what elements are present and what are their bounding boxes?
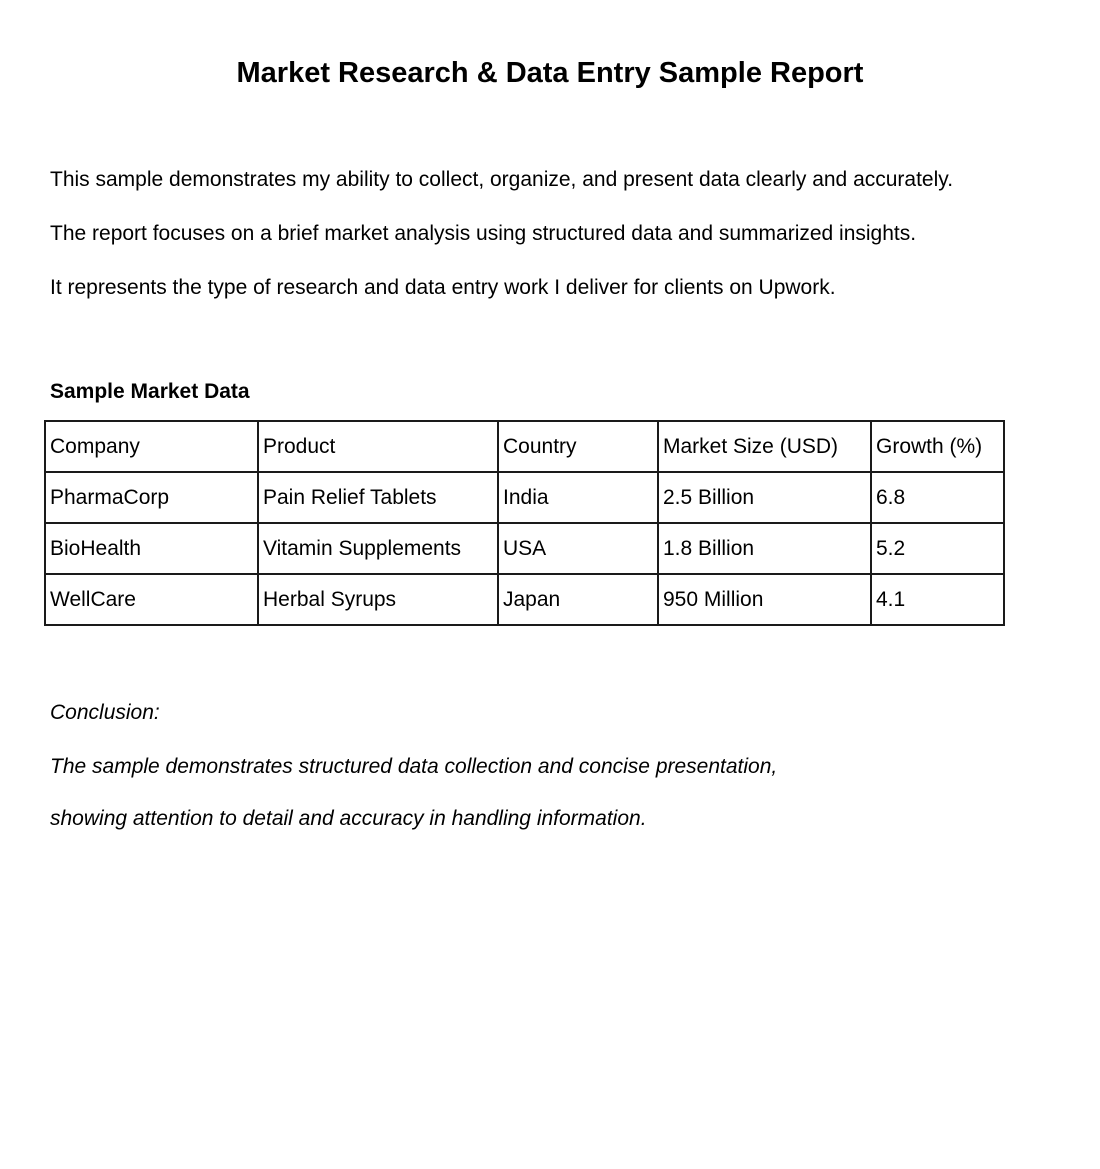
cell-country: Japan — [498, 574, 658, 625]
cell-company: BioHealth — [45, 523, 258, 574]
cell-product: Herbal Syrups — [258, 574, 498, 625]
intro-paragraph-1: This sample demonstrates my ability to collect, organize, and present data clearly and accurately. — [50, 168, 954, 191]
column-header-market-size: Market Size (USD) — [658, 421, 871, 472]
cell-market-size: 950 Million — [658, 574, 871, 625]
conclusion-line-2: showing attention to detail and accuracy in handling information. — [50, 807, 647, 830]
cell-product: Pain Relief Tablets — [258, 472, 498, 523]
cell-country: USA — [498, 523, 658, 574]
cell-product: Vitamin Supplements — [258, 523, 498, 574]
cell-growth: 6.8 — [871, 472, 1004, 523]
intro-paragraph-3: It represents the type of research and data entry work I deliver for clients on Upwork. — [50, 276, 836, 299]
cell-company: PharmaCorp — [45, 472, 258, 523]
intro-paragraph-2: The report focuses on a brief market analysis using structured data and summarized insights. — [50, 222, 917, 245]
market-data-table — [44, 420, 1005, 626]
table-row — [45, 523, 1004, 574]
section-heading-market-data: Sample Market Data — [50, 380, 250, 403]
cell-company: WellCare — [45, 574, 258, 625]
cell-market-size: 2.5 Billion — [658, 472, 871, 523]
conclusion-line-1: The sample demonstrates structured data collection and concise presentation, — [50, 755, 778, 778]
column-header-country: Country — [498, 421, 658, 472]
cell-country: India — [498, 472, 658, 523]
table-header-row — [45, 421, 1004, 472]
cell-growth: 5.2 — [871, 523, 1004, 574]
table-row — [45, 472, 1004, 523]
cell-growth: 4.1 — [871, 574, 1004, 625]
column-header-company: Company — [45, 421, 258, 472]
column-header-product: Product — [258, 421, 498, 472]
column-header-growth: Growth (%) — [871, 421, 1004, 472]
cell-market-size: 1.8 Billion — [658, 523, 871, 574]
table-row — [45, 574, 1004, 625]
report-title: Market Research & Data Entry Sample Report — [236, 57, 864, 89]
conclusion-label: Conclusion: — [50, 701, 160, 724]
